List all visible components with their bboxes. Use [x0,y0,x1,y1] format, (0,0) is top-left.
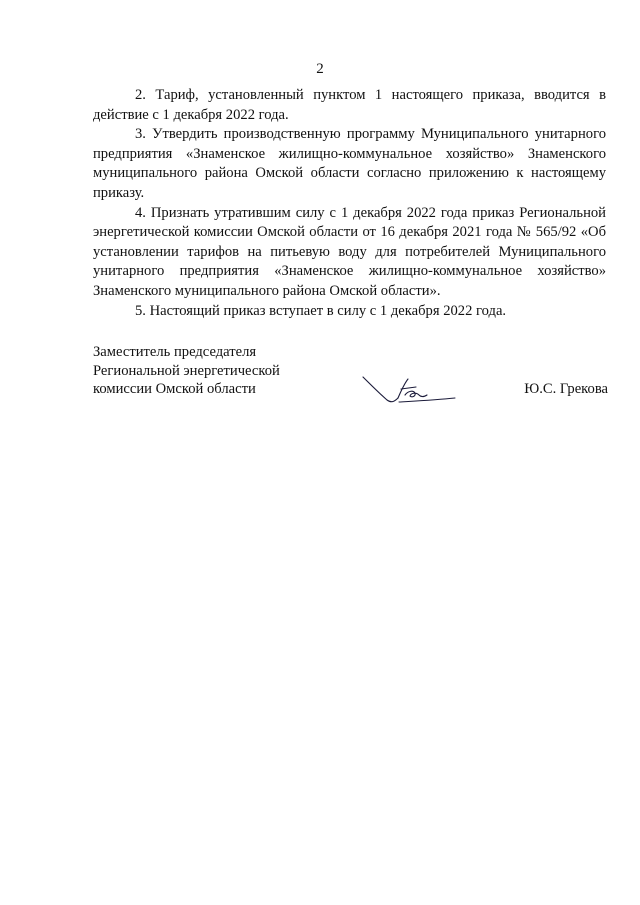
signer-title-line: Заместитель председателя [93,344,257,360]
paragraph-repeal-order: 4. Признать утратившим силу с 1 декабря 2022 года приказ Региональной энергетической комиссии Омской области от 16 декабря 2021 года № 565/92 «Об установлении тарифов на питьевую воду для потребителей Муниципального унитарного предприятия «Знаменское жилищно-коммунальное хозяйство» Знаменского муниципального района Омской области». [93,204,606,299]
paragraph-tariff-effective: 2. Тариф, установленный пунктом 1 настоящего приказа, вводится в действие с 1 декабря 2022 года. [93,87,606,123]
paragraph-entry-into-force: 5. Настоящий приказ вступает в силу с 1 декабря 2022 года. [135,302,507,319]
signer-title-line: комиссии Омской области [93,381,256,397]
paragraph-approve-program: 3. Утвердить производственную программу Муниципального унитарного предприятия «Знаменское жилищно-коммунальное хозяйство» Знаменского муниципального района Омской области согласно приложению к настоящему приказу. [93,126,606,201]
signer-title [93,343,280,399]
signature-block [93,343,608,403]
signer-title-line: Региональной энергетической [93,362,280,379]
signer-name: Ю.С. Грекова [524,381,608,397]
handwritten-signature [361,371,457,407]
page-number: 2 [316,61,324,77]
document-body [93,86,606,321]
